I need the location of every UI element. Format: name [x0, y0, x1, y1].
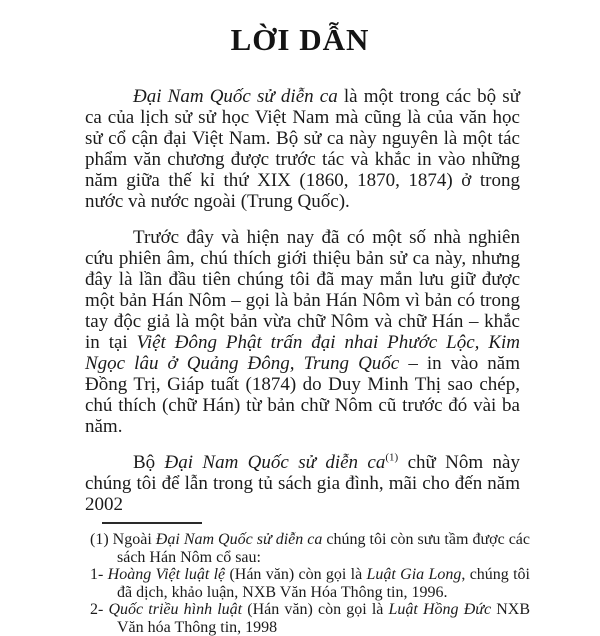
paragraph-3 — [85, 452, 520, 515]
text-run: 1- — [90, 566, 108, 583]
text-run: chúng tôi còn sưu tầm được các sách Hán Nôm cổ sau: — [117, 531, 530, 566]
text-run: Đại Nam Quốc sử diễn ca — [133, 86, 338, 107]
text-run: Đại Nam Quốc sử diễn ca — [164, 452, 386, 473]
footnote-item-1 — [90, 531, 530, 566]
text-run: – in vào năm Đồng Trị, Giáp tuất (1874) do Duy Minh Thị sao chép, chú thích (chữ Hán) từ bản chữ Nôm cũ trước đó vài ba năm. — [85, 353, 520, 437]
text-run: chữ Nôm này chúng tôi để lẫn trong tủ sách gia đình, mãi cho đến năm 2002 — [85, 452, 520, 515]
text-run: Đại Nam Quốc sử diễn ca — [155, 531, 323, 548]
text-run: Bộ — [133, 452, 165, 473]
footnotes-section — [90, 531, 530, 636]
paragraph-2 — [85, 227, 520, 437]
text-run: , chúng tôi đã dịch, khảo luận, NXB Văn Hóa Thông tin, 1996. — [117, 566, 531, 601]
text-run: (Hán văn) còn gọi là — [225, 566, 367, 583]
text-run: Việt Đông Phật trấn đại nhai Phước Lộc, Kim Ngọc lâu ở Quảng Đông, Trung Quốc — [85, 332, 520, 374]
footnote-item-3 — [90, 601, 530, 636]
text-run: 2- — [90, 601, 109, 618]
text-run: Quốc triều hình luật — [108, 601, 243, 618]
footnote-item-2 — [90, 566, 530, 601]
footnote-reference: (1) — [385, 451, 399, 464]
text-run: NXB Văn hóa Thông tin, 1998 — [117, 601, 531, 636]
text-run: Hoàng Việt luật lệ — [107, 566, 226, 583]
text-run: Luật Gia Long — [366, 566, 462, 583]
text-run: là một trong các bộ sử ca của lịch sử sử học Việt Nam mà cũng là của văn học sử cổ cận đại Việt Nam. Bộ sử ca này nguyên là một tác phẩm văn chương được trước tác và khắc in vào những năm giữa thế kỉ thứ XIX (1860, 1870, 1874) ở trong nước và nước ngoài (Trung Quốc). — [85, 86, 520, 212]
paragraph-1 — [85, 86, 520, 212]
text-run: Luật Hồng Đức — [388, 601, 492, 618]
text-run: (Hán văn) còn gọi là — [242, 601, 389, 618]
body-text — [85, 86, 520, 515]
text-run: (1) Ngoài — [90, 531, 156, 548]
page-title: LỜI DẪN — [230, 22, 370, 57]
text-run: Trước đây và hiện nay đã có một số nhà nghiên cứu phiên âm, chú thích giới thiệu bản sử ca này, nhưng đây là lần đầu tiên chúng tôi đã may mắn lưu giữ được một bản Hán Nôm – gọi là bản Hán Nôm vì bản có trong tay độc giả là một bản vừa chữ Nôm và chữ Hán – khắc in tại — [85, 227, 520, 353]
footnote-separator — [102, 522, 202, 524]
